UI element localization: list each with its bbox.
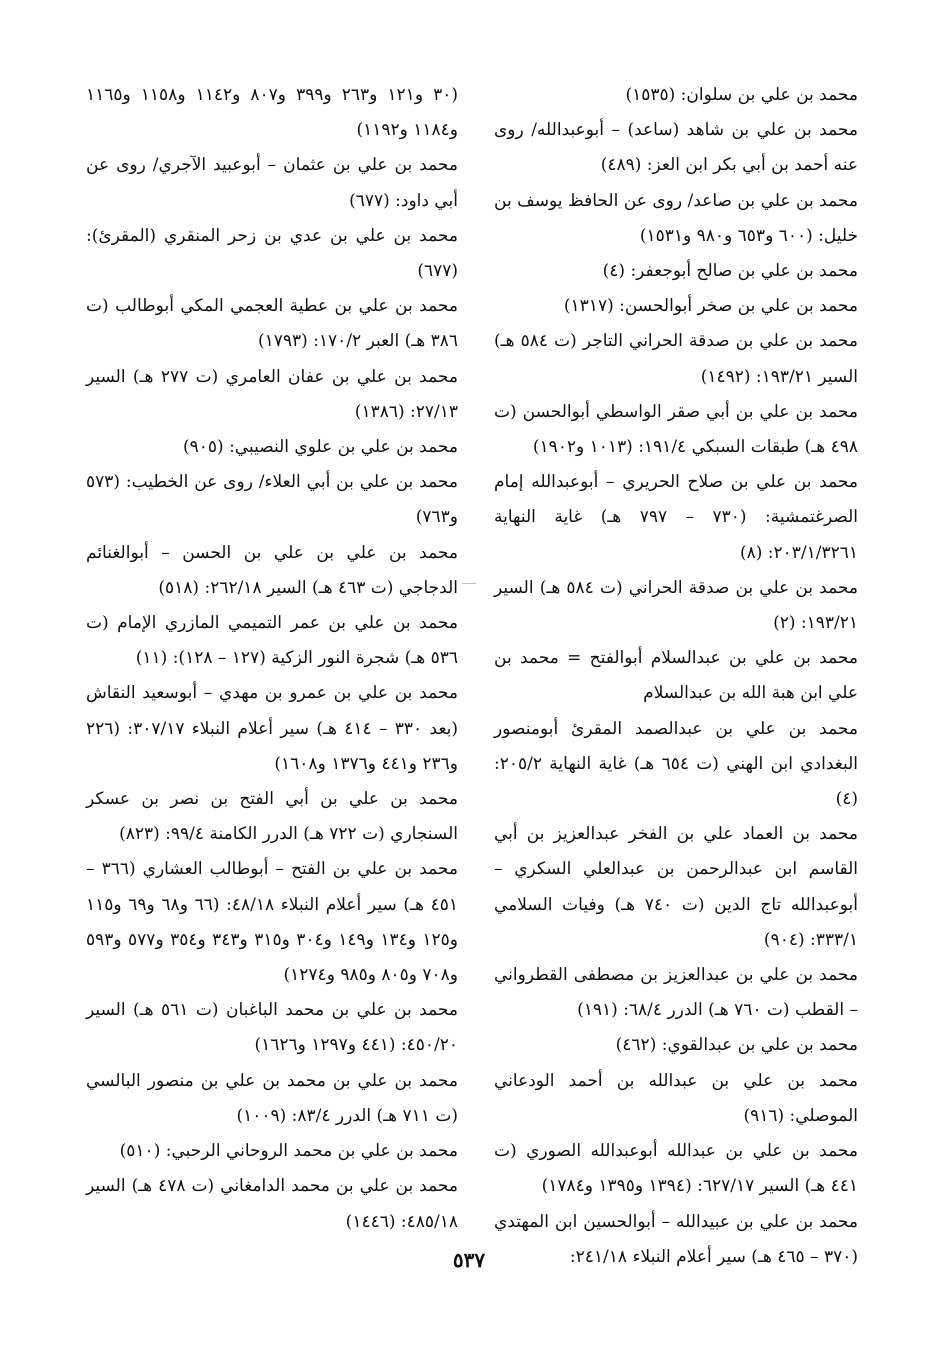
index-entry: محمد بن علي بن محمد الدامغاني (ت ٤٧٨ هـ) السير ٤٨٥/١٨: (١٤٤٦): [86, 1176, 458, 1232]
page-number: ٥٣٧: [452, 1248, 486, 1272]
index-entry: محمد بن علي بن صالح أبوجعفر: (٤): [602, 261, 858, 282]
index-entry: محمد بن علي بن صلاح الحريري – أبوعبدالله إمام الصرغتمشية: (٧٣٠ – ٧٩٧ هـ) غاية النهاية ٢٠٣/١/٣٢٦١: (٨): [494, 472, 859, 563]
index-entry: محمد بن علي بن عبدالقوي: (٤٦٢): [615, 1035, 858, 1056]
index-entry: محمد بن علي بن عدي بن زحر المنقري (المقرئ): (٦٧٧): [86, 225, 458, 282]
index-entry: محمد بن علي بن سلوان: (١٥٣٥): [625, 85, 858, 105]
index-entry: محمد بن علي بن علي بن الحسن – أبوالغنائم الدجاجي (ت ٤٦٣ هـ) السير ٢٦٢/١٨: (٥١٨): [86, 542, 458, 598]
margin-mark: [462, 583, 476, 584]
index-entry: محمد بن علي بن محمد بن علي بن منصور البالسي (ت ٧١١ هـ) الدرر ٨٣/٤: (١٠٠٩): [86, 1070, 458, 1126]
right-column: [494, 78, 858, 1275]
index-entry: محمد بن علي بن عبدالسلام أبوالفتح = محمد بن علي ابن هبة الله بن عبدالسلام: [494, 648, 858, 704]
index-entry: (٣٠ و١٢١ و٢٦٣ و٣٩٩ و٨٠٧ و١١٤٢ و١١٥٨ و١١٦٥ و١١٨٤ و١١٩٢): [86, 85, 458, 141]
index-entry: محمد بن علي بن علوي النصيبي: (٩٠٥): [182, 437, 458, 458]
index-entry: محمد بن علي بن صدقة الحراني (ت ٥٨٤ هـ) السير ١٩٣/٢١: (٢): [494, 577, 858, 634]
index-entry: محمد بن علي بن شاهد (ساعد) – أبوعبدالله/ روى عنه أحمد بن أبي بكر ابن العز: (٤٨٩): [494, 120, 858, 176]
index-entry: محمد بن علي بن الفتح – أبوطالب العشاري (٣٦٦ – ٤٥١ هـ) سير أعلام النبلاء ٤٨/١٨: (٦٦ و٦٨ و٦٩ و١١٥ و١٢٥ و١٣٤ و١٤٩ و٣٠٤ و٣١٥ و٣٤٣ و٣٥٤ و٥٧٧ و٥٩٣ و٧٠٨ و٨٠٥ و٩٨٥ و١٢٧٤): [86, 859, 459, 986]
index-entry: محمد بن علي بن عمرو بن مهدي – أبوسعيد النقاش (بعد ٣٣٠ – ٤١٤ هـ) سير أعلام النبلاء ٣٠٧/١٧: (٢٢٦ و٢٣٦ و٤٤١ و١٣٧٦ و١٦٠٨): [86, 683, 459, 774]
index-entry: محمد بن العماد علي بن الفخر عبدالعزيز بن أبي القاسم ابن عبدالرحمن بن عبدالعلي السكري – أبوعبدالله تاج الدين (ت ٧٤٠ هـ) وفيات السلامي ٣٣٣/١: (٩٠٤): [494, 824, 858, 950]
index-entry: محمد بن علي بن أبي صقر الواسطي أبوالحسن (ت ٤٩٨ هـ) طبقات السبكي ١٩١/٤: (١٠١٣ و١٩٠٢): [494, 401, 858, 458]
index-entry: محمد بن علي بن عبدالعزيز بن مصطفى القطرواني – القطب (ت ٧٦٠ هـ) الدرر ٦٨/٤: (١٩١): [494, 965, 858, 1021]
index-entry: محمد بن علي بن أبي العلاء/ روى عن الخطيب: (٥٧٣ و٧٦٣): [86, 472, 458, 528]
index-entry: محمد بن علي بن عطية العجمي المكي أبوطالب (ت ٣٨٦ هـ) العبر ١٧٠/٢: (١٧٩٣): [86, 296, 458, 352]
index-entry: محمد بن علي بن عثمان – أبوعبيد الآجري/ روى عن أبي داود: (٦٧٧): [86, 155, 458, 211]
index-entry: محمد بن علي بن عبدالصمد المقرئ أبومنصور البغدادي ابن الهني (ت ٦٥٤ هـ) غاية النهاية ٢٠٥/٢: (٤): [494, 718, 858, 810]
index-entry: محمد بن علي بن محمد الروحاني الرحبي: (٥١٠): [119, 1141, 458, 1162]
index-entry: محمد بن علي بن أبي الفتح بن نصر بن عسكر السنجاري (ت ٧٢٢ هـ) الدرر الكامنة ٩٩/٤: (٨٢٣): [86, 789, 458, 845]
index-entry: محمد بن علي بن عمر التميمي المازري الإمام (ت ٥٣٦ هـ) شجرة النور الزكية (١٢٧ – ١٢٨): (١١): [86, 613, 458, 669]
index-entry: محمد بن علي بن صخر أبوالحسن: (١٣١٧): [563, 296, 858, 317]
index-entry: محمد بن علي بن عبدالله أبوعبدالله الصوري (ت ٤٤١ هـ) السير ٦٢٧/١٧: (١٣٩٤ و١٣٩٥ و١٧٨٤): [494, 1141, 858, 1197]
index-entry: محمد بن علي بن عفان العامري (ت ٢٧٧ هـ) السير ٢٧/١٣: (١٣٨٦): [86, 366, 459, 422]
index-entry: محمد بن علي بن صاعد/ روى عن الحافظ يوسف بن خليل: (٦٠٠ و٦٥٣ و٩٨٠ و١٥٣١): [494, 190, 858, 246]
index-entry: محمد بن علي بن عبيدالله – أبوالحسين ابن المهتدي (٣٧٠ – ٤٦٥ هـ) سير أعلام النبلاء ٢٤١/١٨:: [494, 1211, 858, 1267]
index-entry: محمد بن علي بن محمد الباغبان (ت ٥٦١ هـ) السير ٤٥٠/٢٠: (٤٤١ و١٢٩٧ و١٦٢٦): [86, 1000, 459, 1056]
index-entry: محمد بن علي بن صدقة الحراني التاجر (ت ٥٨٤ هـ) السير ١٩٣/٢١: (١٤٩٢): [494, 331, 858, 387]
index-entry: محمد بن علي بن عبدالله بن أحمد الودعاني الموصلي: (٩١٦): [494, 1070, 858, 1126]
left-column: [86, 78, 458, 1240]
